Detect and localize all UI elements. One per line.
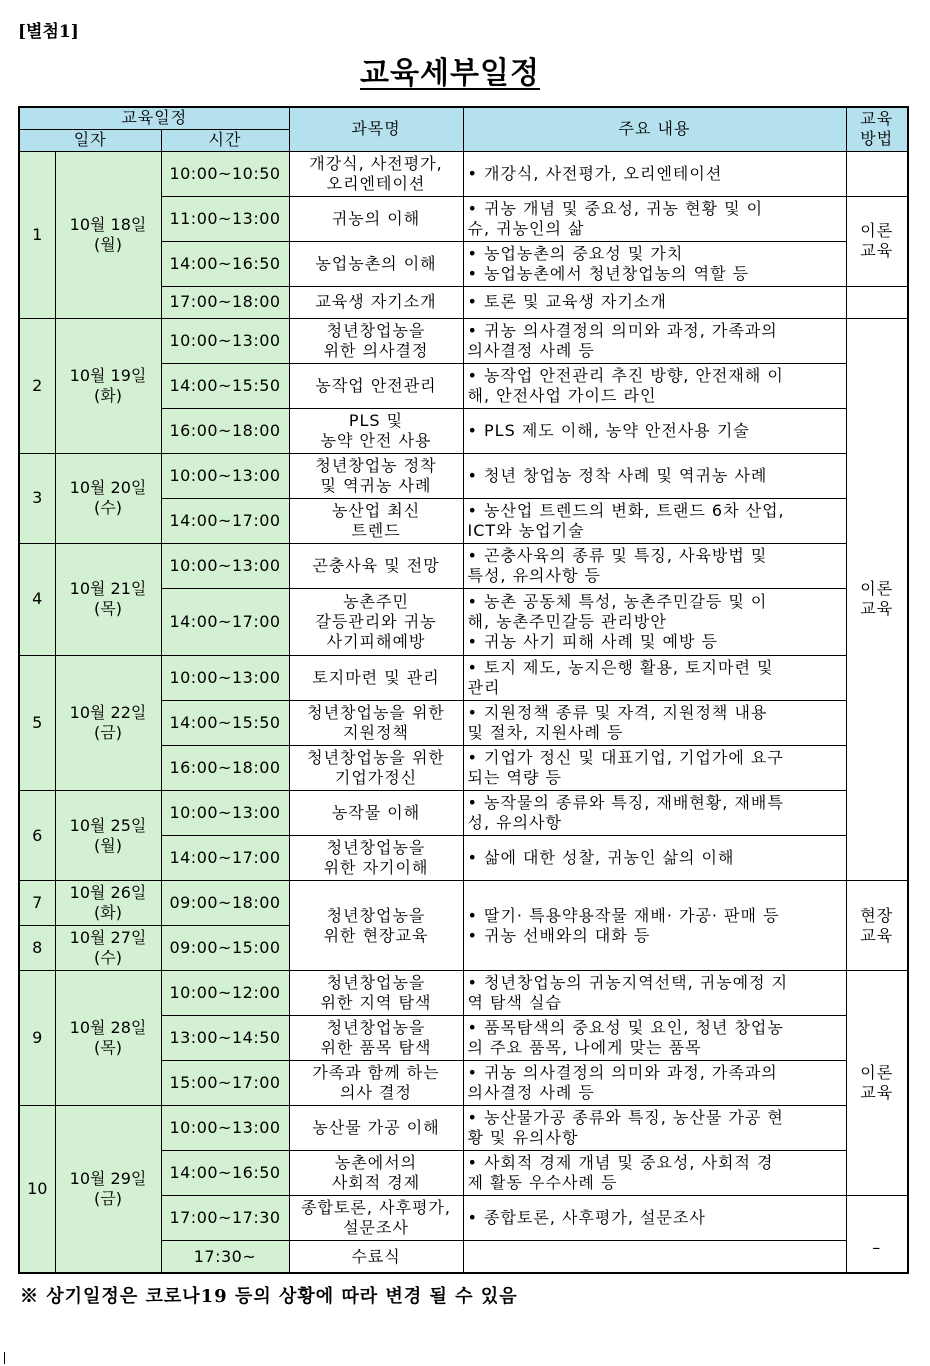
day-number: 5 <box>19 655 55 790</box>
education-method: – <box>846 1196 908 1273</box>
education-method: 이론 교육 <box>846 971 908 1196</box>
header-date: 일자 <box>19 129 161 151</box>
session-time: 09:00~15:00 <box>161 926 289 971</box>
day-number: 3 <box>19 453 55 543</box>
session-time: 10:00~13:00 <box>161 1106 289 1151</box>
day-number: 1 <box>19 151 55 318</box>
session-subject: 청년창업농을 위한 기업가정신 <box>289 745 463 790</box>
education-method: 현장 교육 <box>846 881 908 971</box>
session-subject: 청년창업농을 위한 자기이해 <box>289 836 463 881</box>
session-time: 10:00~12:00 <box>161 971 289 1016</box>
day-number: 9 <box>19 971 55 1106</box>
session-content: • 농작물의 종류와 특징, 재배현황, 재배특 성, 유의사항 <box>463 790 846 835</box>
session-subject: 농작물 이해 <box>289 790 463 835</box>
session-time: 10:00~10:50 <box>161 151 289 196</box>
session-time: 14:00~17:00 <box>161 588 289 655</box>
day-number: 2 <box>19 318 55 453</box>
day-date: 10월 22일 (금) <box>55 655 161 790</box>
day-number: 6 <box>19 790 55 880</box>
session-subject: 토지마련 및 관리 <box>289 655 463 700</box>
session-time: 13:00~14:50 <box>161 1016 289 1061</box>
table-row <box>19 971 908 1016</box>
session-time: 14:00~16:50 <box>161 241 289 286</box>
session-content: • 농업농촌의 중요성 및 가치 • 농업농촌에서 청년창업농의 역할 등 <box>463 241 846 286</box>
table-row <box>19 790 908 835</box>
session-content: • 토지 제도, 농지은행 활용, 토지마련 및 관리 <box>463 655 846 700</box>
session-time: 17:30~ <box>161 1241 289 1273</box>
session-content: • 사회적 경제 개념 및 중요성, 사회적 경 제 활동 우수사례 등 <box>463 1151 846 1196</box>
day-date: 10월 29일 (금) <box>55 1106 161 1273</box>
session-time: 16:00~18:00 <box>161 745 289 790</box>
session-subject: 농작업 안전관리 <box>289 363 463 408</box>
session-subject: 농산업 최신 트렌드 <box>289 498 463 543</box>
session-content: • 귀농 의사결정의 의미와 과정, 가족과의 의사결정 사례 등 <box>463 318 846 363</box>
session-content: • 딸기· 특용약용작물 재배· 가공· 판매 등 • 귀농 선배와의 대화 등 <box>463 881 846 971</box>
session-time: 10:00~13:00 <box>161 453 289 498</box>
day-date: 10월 19일 (화) <box>55 318 161 453</box>
day-date: 10월 26일 (화) <box>55 881 161 926</box>
session-subject: 교육생 자기소개 <box>289 286 463 318</box>
session-content: • 농촌 공동체 특성, 농촌주민갈등 및 이 해, 농촌주민갈등 관리방안 • 귀농 사기 피해 사례 및 예방 등 <box>463 588 846 655</box>
session-time: 14:00~15:50 <box>161 363 289 408</box>
day-date: 10월 28일 (목) <box>55 971 161 1106</box>
education-method: 이론 교육 <box>846 318 908 880</box>
session-time: 10:00~13:00 <box>161 318 289 363</box>
session-subject: 청년창업농을 위한 의사결정 <box>289 318 463 363</box>
header-subject: 과목명 <box>289 107 463 151</box>
schedule-table <box>18 106 909 1274</box>
header-schedule: 교육일정 <box>19 107 289 129</box>
day-date: 10월 25일 (월) <box>55 790 161 880</box>
table-row <box>19 151 908 196</box>
session-content: • 청년창업농의 귀농지역선택, 귀농예정 지 역 탐색 실습 <box>463 971 846 1016</box>
session-subject: 종합토론, 사후평가, 설문조사 <box>289 1196 463 1241</box>
day-date: 10월 27일 (수) <box>55 926 161 971</box>
table-row <box>19 318 908 363</box>
education-method <box>846 286 908 318</box>
session-time: 10:00~13:00 <box>161 655 289 700</box>
session-time: 17:00~17:30 <box>161 1196 289 1241</box>
table-row <box>19 453 908 498</box>
session-content: • 품목탐색의 중요성 및 요인, 청년 창업농 의 주요 품목, 나에게 맞는 품목 <box>463 1016 846 1061</box>
session-content: • 농산물가공 종류와 특징, 농산물 가공 현 황 및 유의사항 <box>463 1106 846 1151</box>
session-subject: 청년창업농을 위한 지역 탐색 <box>289 971 463 1016</box>
table-row <box>19 1106 908 1151</box>
session-subject: 청년창업농을 위한 지원정책 <box>289 700 463 745</box>
session-time: 15:00~17:00 <box>161 1061 289 1106</box>
schedule-note: ※ 상기일정은 코로나19 등의 상황에 따라 변경 될 수 있음 <box>20 1286 518 1307</box>
header-method: 교육 방법 <box>846 107 908 151</box>
session-content: • 토론 및 교육생 자기소개 <box>463 286 846 318</box>
session-subject: 청년창업농을 위한 현장교육 <box>289 881 463 971</box>
day-date: 10월 18일 (월) <box>55 151 161 318</box>
session-content: • 기업가 정신 및 대표기업, 기업가에 요구 되는 역량 등 <box>463 745 846 790</box>
education-method <box>846 151 908 196</box>
session-content: • 곤충사육의 종류 및 특징, 사육방법 및 특성, 유의사항 등 <box>463 543 846 588</box>
session-content: • 귀농 개념 및 중요성, 귀농 현황 및 이 슈, 귀농인의 삶 <box>463 196 846 241</box>
education-method: 이론 교육 <box>846 196 908 286</box>
day-number: 10 <box>19 1106 55 1273</box>
session-content: • 청년 창업농 정착 사례 및 역귀농 사례 <box>463 453 846 498</box>
session-time: 14:00~16:50 <box>161 1151 289 1196</box>
session-time: 14:00~17:00 <box>161 836 289 881</box>
session-subject: 개강식, 사전평가, 오리엔테이션 <box>289 151 463 196</box>
page-title: 교육세부일정 <box>360 56 540 91</box>
table-row <box>19 881 908 926</box>
session-time: 16:00~18:00 <box>161 408 289 453</box>
session-subject: 귀농의 이해 <box>289 196 463 241</box>
table-row <box>19 655 908 700</box>
page-edge-mark <box>4 1352 5 1364</box>
session-content: • 농작업 안전관리 추진 방향, 안전재해 이 해, 안전사업 가이드 라인 <box>463 363 846 408</box>
session-subject: 농업농촌의 이해 <box>289 241 463 286</box>
session-time: 10:00~13:00 <box>161 543 289 588</box>
session-time: 10:00~13:00 <box>161 790 289 835</box>
session-time: 17:00~18:00 <box>161 286 289 318</box>
session-subject: 농산물 가공 이해 <box>289 1106 463 1151</box>
session-subject: 청년창업농을 위한 품목 탐색 <box>289 1016 463 1061</box>
session-subject: PLS 및 농약 안전 사용 <box>289 408 463 453</box>
session-subject: 가족과 함께 하는 의사 결정 <box>289 1061 463 1106</box>
session-content: • 지원정책 종류 및 자격, 지원정책 내용 및 절차, 지원사례 등 <box>463 700 846 745</box>
day-number: 7 <box>19 881 55 926</box>
attachment-label: [별첨1] <box>18 22 79 42</box>
session-time: 11:00~13:00 <box>161 196 289 241</box>
session-subject: 곤충사육 및 전망 <box>289 543 463 588</box>
session-content: • 개강식, 사전평가, 오리엔테이션 <box>463 151 846 196</box>
session-content: • 귀농 의사결정의 의미와 과정, 가족과의 의사결정 사례 등 <box>463 1061 846 1106</box>
day-date: 10월 21일 (목) <box>55 543 161 655</box>
session-subject: 청년창업농 정착 및 역귀농 사례 <box>289 453 463 498</box>
session-content: • 삶에 대한 성찰, 귀농인 삶의 이해 <box>463 836 846 881</box>
day-date: 10월 20일 (수) <box>55 453 161 543</box>
session-content: • 종합토론, 사후평가, 설문조사 <box>463 1196 846 1241</box>
header-content: 주요 내용 <box>463 107 846 151</box>
session-subject: 수료식 <box>289 1241 463 1273</box>
session-content: • PLS 제도 이해, 농약 안전사용 기술 <box>463 408 846 453</box>
day-number: 4 <box>19 543 55 655</box>
session-subject: 농촌주민 갈등관리와 귀농 사기피해예방 <box>289 588 463 655</box>
session-content: • 농산업 트렌드의 변화, 트랜드 6차 산업, ICT와 농업기술 <box>463 498 846 543</box>
session-subject: 농촌에서의 사회적 경제 <box>289 1151 463 1196</box>
table-row <box>19 543 908 588</box>
session-time: 14:00~17:00 <box>161 498 289 543</box>
day-number: 8 <box>19 926 55 971</box>
session-content <box>463 1241 846 1273</box>
header-time: 시간 <box>161 129 289 151</box>
session-time: 14:00~15:50 <box>161 700 289 745</box>
session-time: 09:00~18:00 <box>161 881 289 926</box>
